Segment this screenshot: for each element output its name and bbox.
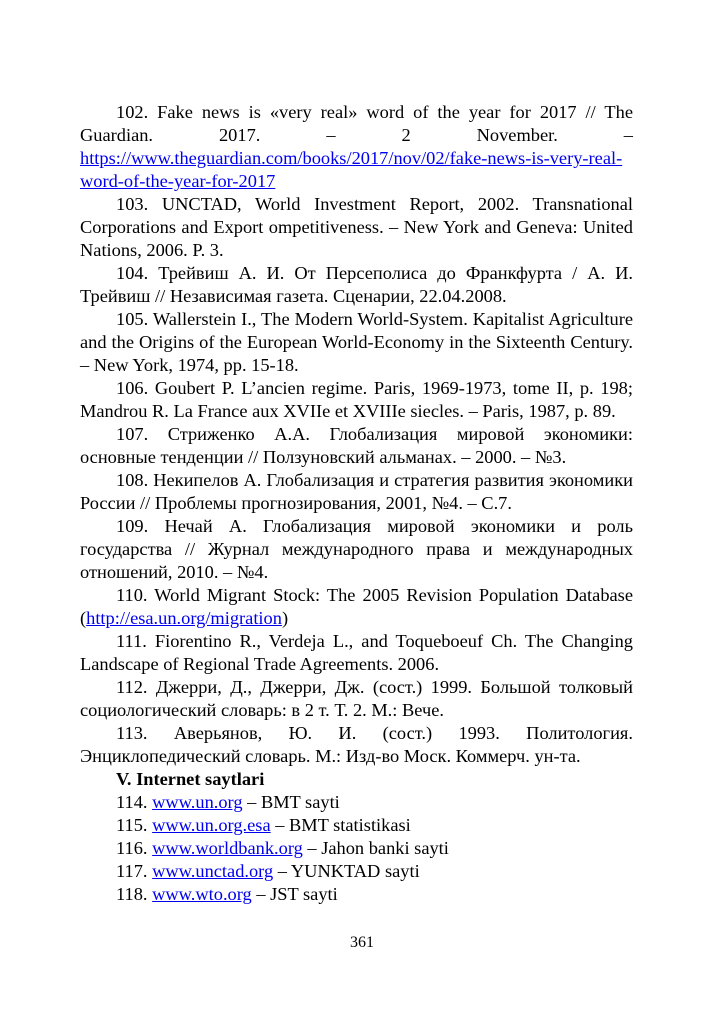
reference-text: Джерри, Д., Джерри, Дж. (сост.) 1999. Большой толковый социологический словарь: в 2 т. Т. 2. М.: Вече. xyxy=(80,677,633,720)
reference-text: Трейвиш А. И. От Персеполиса до Франкфурта / А. И. Трейвиш // Независимая газета. Сценарии, 22.04.2008. xyxy=(80,263,633,306)
reference-103 xyxy=(80,193,633,262)
reference-text: UNCTAD, World Investment Report, 2002. Transnational Corporations and Export ompetitiveness. – New York and Geneva: United Nations, 2006. P. 3. xyxy=(80,194,633,260)
item-description: – YUNKTAD sayti xyxy=(273,861,420,881)
internet-item-115 xyxy=(80,814,633,837)
item-description: – Jahon banki sayti xyxy=(302,838,449,858)
reference-number: 112. xyxy=(116,677,148,697)
un-migration-link[interactable]: http://esa.un.org/migration xyxy=(86,608,282,628)
internet-item-116 xyxy=(80,837,633,860)
reference-105 xyxy=(80,308,633,377)
reference-text: World Migrant Stock: The 2005 Revision Population Database ( xyxy=(80,585,633,628)
item-description: – JST sayti xyxy=(251,884,338,904)
reference-text: Goubert P. L’ancien regime. Paris, 1969-1973, tome II, p. 198; Mandrou R. La France aux XVIIe et XVIIIe siecles. – Paris, 1987, p. 89. xyxy=(80,378,633,421)
reference-113 xyxy=(80,722,633,768)
reference-number: 109. xyxy=(116,516,149,536)
reference-102 xyxy=(80,101,633,193)
reference-number: 111. xyxy=(116,631,147,651)
document-body xyxy=(80,101,633,906)
item-number: 118. xyxy=(116,884,148,904)
reference-number: 108. xyxy=(116,470,149,490)
reference-111 xyxy=(80,630,633,676)
reference-text: Wallerstein I., The Modern World-System. Kapitalist Agriculture and the Origins of the European World-Economy in the Sixteenth Century. – New York, 1974, pp. 15-18. xyxy=(80,309,634,375)
reference-106 xyxy=(80,377,633,423)
reference-number: 105. xyxy=(116,309,149,329)
reference-text-end: ) xyxy=(281,608,289,628)
unctad-link[interactable]: www.unctad.org xyxy=(152,861,274,881)
wto-link[interactable]: www.wto.org xyxy=(152,884,252,904)
reference-107 xyxy=(80,423,633,469)
section-heading: V. Internet saytlari xyxy=(116,769,265,789)
reference-text: Fiorentino R., Verdeja L., and Toqueboeuf Ch. The Changing Landscape of Regional Trade Agreements. 2006. xyxy=(80,631,633,674)
worldbank-link[interactable]: www.worldbank.org xyxy=(152,838,303,858)
reference-109 xyxy=(80,515,633,584)
reference-112 xyxy=(80,676,633,722)
reference-number: 103. xyxy=(116,194,149,214)
guardian-link[interactable]: https://www.theguardian.com/books/2017/nov/02/fake-news-is-very-real-word-of-the-year-for-2017 xyxy=(80,148,623,191)
internet-item-117 xyxy=(80,860,633,883)
reference-number: 107. xyxy=(116,424,149,444)
reference-104 xyxy=(80,262,633,308)
item-description: – BMT sayti xyxy=(242,792,340,812)
un-esa-link[interactable]: www.un.org.esa xyxy=(152,815,271,835)
item-number: 114. xyxy=(116,792,148,812)
internet-item-114 xyxy=(80,791,633,814)
un-link[interactable]: www.un.org xyxy=(152,792,243,812)
reference-number: 110. xyxy=(116,585,148,605)
reference-108 xyxy=(80,469,633,515)
item-description: – BMT statistikasi xyxy=(270,815,411,835)
reference-number: 113. xyxy=(116,723,148,743)
item-number: 117. xyxy=(116,861,148,881)
reference-number: 106. xyxy=(116,378,149,398)
reference-text: Стриженко А.А. Глобализация мировой экономики: основные тенденции // Ползуновский альманах. – 2000. – №3. xyxy=(80,424,633,467)
reference-110 xyxy=(80,584,633,630)
reference-text: Нечай А. Глобализация мировой экономики и роль государства // Журнал международного права и международных отношений, 2010. – №4. xyxy=(80,516,633,582)
reference-text: Fake news is «very real» word of the year for 2017 // The Guardian. 2017. – 2 November. – xyxy=(80,102,633,145)
internet-item-118 xyxy=(80,883,633,906)
reference-text: Некипелов А. Глобализация и стратегия развития экономики России // Проблемы прогнозирования, 2001, №4. – С.7. xyxy=(80,470,633,513)
reference-number: 102. xyxy=(116,102,149,122)
reference-number: 104. xyxy=(116,263,149,283)
item-number: 116. xyxy=(116,838,148,858)
item-number: 115. xyxy=(116,815,148,835)
reference-text: Аверьянов, Ю. И. (сост.) 1993. Политология. Энциклопедический словарь. М.: Изд-во Моск. Коммерч. ун-та. xyxy=(80,723,633,766)
page-number: 361 xyxy=(350,934,374,951)
